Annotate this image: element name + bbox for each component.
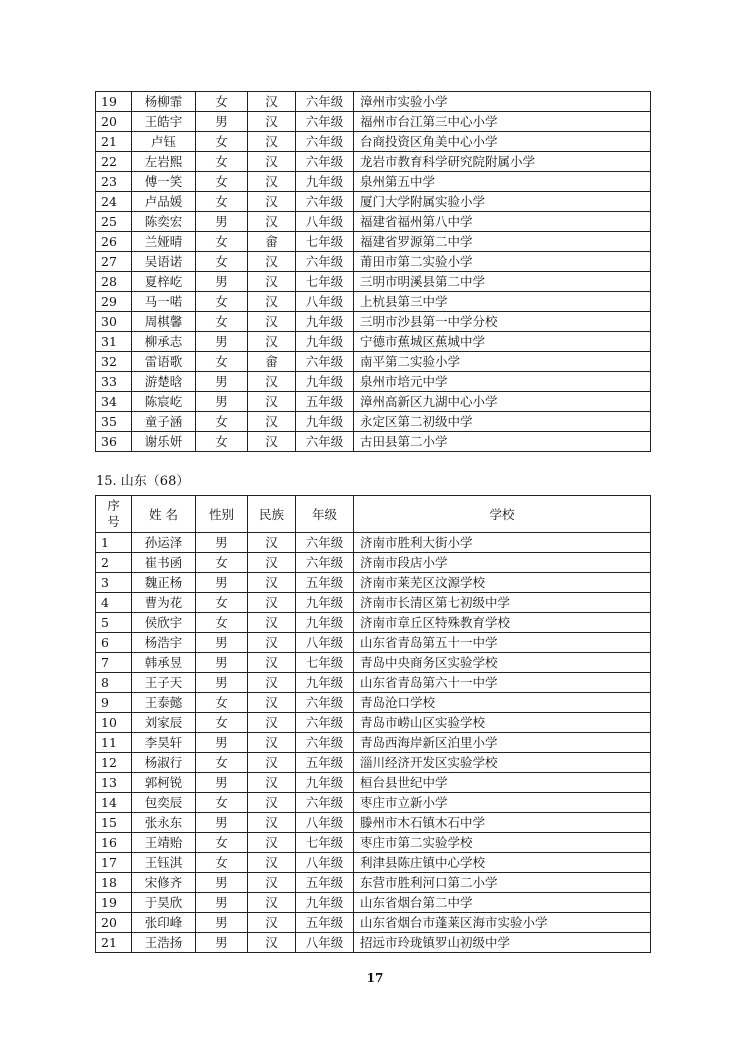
- cell-gender: 女: [196, 252, 248, 272]
- cell-number: 2: [96, 553, 132, 573]
- cell-name: 王浩扬: [132, 933, 196, 953]
- cell-school: 济南市章丘区特殊教育学校: [354, 613, 651, 633]
- table-row: [96, 613, 651, 633]
- cell-gender: 女: [196, 593, 248, 613]
- cell-grade: 九年级: [296, 412, 354, 432]
- cell-name: 杨浩宇: [132, 633, 196, 653]
- cell-name: 卢钰: [132, 132, 196, 152]
- table-row: [96, 773, 651, 793]
- cell-grade: 八年级: [296, 633, 354, 653]
- table-row: [96, 432, 651, 452]
- cell-ethnicity: 汉: [248, 533, 296, 553]
- cell-gender: 男: [196, 573, 248, 593]
- cell-gender: 女: [196, 232, 248, 252]
- table-row: [96, 673, 651, 693]
- table-row: [96, 813, 651, 833]
- cell-gender: 女: [196, 713, 248, 733]
- table-row: [96, 733, 651, 753]
- cell-name: 包奕辰: [132, 793, 196, 813]
- cell-number: 21: [96, 132, 132, 152]
- cell-name: 兰娅晴: [132, 232, 196, 252]
- cell-grade: 八年级: [296, 853, 354, 873]
- header-school: 学校: [354, 496, 651, 533]
- cell-name: 周棋馨: [132, 312, 196, 332]
- cell-ethnicity: 汉: [248, 92, 296, 112]
- table-row: [96, 92, 651, 112]
- cell-number: 31: [96, 332, 132, 352]
- cell-ethnicity: 汉: [248, 332, 296, 352]
- cell-name: 王靖贻: [132, 833, 196, 853]
- table-row: [96, 392, 651, 412]
- table-row: [96, 412, 651, 432]
- cell-number: 36: [96, 432, 132, 452]
- cell-school: 济南市段店小学: [354, 553, 651, 573]
- table-row: [96, 573, 651, 593]
- cell-number: 4: [96, 593, 132, 613]
- table-row: [96, 232, 651, 252]
- cell-gender: 男: [196, 913, 248, 933]
- cell-name: 左岩熙: [132, 152, 196, 172]
- cell-grade: 六年级: [296, 252, 354, 272]
- cell-gender: 男: [196, 653, 248, 673]
- cell-gender: 男: [196, 633, 248, 653]
- cell-grade: 六年级: [296, 713, 354, 733]
- cell-grade: 九年级: [296, 312, 354, 332]
- cell-number: 3: [96, 573, 132, 593]
- cell-school: 济南市胜利大街小学: [354, 533, 651, 553]
- cell-ethnicity: 汉: [248, 893, 296, 913]
- table-row: [96, 593, 651, 613]
- cell-gender: 男: [196, 372, 248, 392]
- cell-ethnicity: 汉: [248, 252, 296, 272]
- cell-gender: 女: [196, 793, 248, 813]
- cell-gender: 女: [196, 92, 248, 112]
- cell-number: 9: [96, 693, 132, 713]
- cell-name: 吴语诺: [132, 252, 196, 272]
- cell-ethnicity: 汉: [248, 292, 296, 312]
- cell-number: 22: [96, 152, 132, 172]
- cell-grade: 五年级: [296, 392, 354, 412]
- cell-ethnicity: 汉: [248, 813, 296, 833]
- cell-gender: 女: [196, 132, 248, 152]
- cell-ethnicity: 汉: [248, 773, 296, 793]
- cell-gender: 男: [196, 933, 248, 953]
- cell-gender: 女: [196, 152, 248, 172]
- cell-ethnicity: 汉: [248, 853, 296, 873]
- cell-number: 20: [96, 913, 132, 933]
- cell-gender: 女: [196, 613, 248, 633]
- table-row: [96, 533, 651, 553]
- cell-number: 28: [96, 272, 132, 292]
- cell-number: 23: [96, 172, 132, 192]
- table-body: [96, 533, 651, 953]
- cell-name: 李昊轩: [132, 733, 196, 753]
- student-table-shandong: [95, 495, 651, 953]
- cell-name: 陈宸屹: [132, 392, 196, 412]
- cell-number: 20: [96, 112, 132, 132]
- student-table-fujian-continued: [95, 91, 651, 452]
- header-name: 姓 名: [132, 496, 196, 533]
- cell-ethnicity: 汉: [248, 633, 296, 653]
- cell-ethnicity: 汉: [248, 112, 296, 132]
- cell-number: 34: [96, 392, 132, 412]
- table-row: [96, 753, 651, 773]
- cell-grade: 五年级: [296, 913, 354, 933]
- cell-gender: 男: [196, 533, 248, 553]
- cell-grade: 六年级: [296, 693, 354, 713]
- table-row: [96, 693, 651, 713]
- cell-name: 马一喏: [132, 292, 196, 312]
- cell-ethnicity: 汉: [248, 392, 296, 412]
- cell-gender: 男: [196, 112, 248, 132]
- table-row: [96, 793, 651, 813]
- cell-school: 漳州市实验小学: [354, 92, 651, 112]
- cell-ethnicity: 汉: [248, 793, 296, 813]
- header-number-label: 序 号: [107, 498, 120, 529]
- cell-school: 永定区第二初级中学: [354, 412, 651, 432]
- cell-name: 魏正杨: [132, 573, 196, 593]
- cell-grade: 九年级: [296, 372, 354, 392]
- table-row: [96, 933, 651, 953]
- header-row: [96, 496, 651, 533]
- cell-number: 24: [96, 192, 132, 212]
- cell-name: 张永东: [132, 813, 196, 833]
- header-gender: 性别: [196, 496, 248, 533]
- cell-ethnicity: 汉: [248, 432, 296, 452]
- cell-school: 南平第二实验小学: [354, 352, 651, 372]
- cell-school: 山东省烟台市蓬莱区海市实验小学: [354, 913, 651, 933]
- cell-number: 7: [96, 653, 132, 673]
- cell-grade: 六年级: [296, 733, 354, 753]
- cell-ethnicity: 汉: [248, 372, 296, 392]
- cell-grade: 六年级: [296, 533, 354, 553]
- cell-school: 山东省青岛第六十一中学: [354, 673, 651, 693]
- cell-school: 福建省罗源第二中学: [354, 232, 651, 252]
- cell-grade: 五年级: [296, 753, 354, 773]
- cell-ethnicity: 汉: [248, 873, 296, 893]
- cell-name: 卢品媛: [132, 192, 196, 212]
- cell-grade: 九年级: [296, 673, 354, 693]
- cell-number: 1: [96, 533, 132, 553]
- header-ethnicity: 民族: [248, 496, 296, 533]
- cell-number: 25: [96, 212, 132, 232]
- cell-name: 侯欣宇: [132, 613, 196, 633]
- cell-grade: 九年级: [296, 332, 354, 352]
- table-row: [96, 292, 651, 312]
- cell-ethnicity: 汉: [248, 933, 296, 953]
- cell-number: 8: [96, 673, 132, 693]
- cell-ethnicity: 汉: [248, 573, 296, 593]
- cell-school: 青岛西海岸新区泊里小学: [354, 733, 651, 753]
- cell-ethnicity: 汉: [248, 673, 296, 693]
- cell-gender: 男: [196, 332, 248, 352]
- cell-gender: 女: [196, 412, 248, 432]
- cell-ethnicity: 汉: [248, 753, 296, 773]
- cell-name: 童子涵: [132, 412, 196, 432]
- cell-number: 15: [96, 813, 132, 833]
- cell-ethnicity: 畲: [248, 232, 296, 252]
- section-title: 15. 山东（68）: [96, 474, 190, 489]
- cell-gender: 男: [196, 212, 248, 232]
- cell-school: 福州市台江第三中心小学: [354, 112, 651, 132]
- table-row: [96, 312, 651, 332]
- cell-ethnicity: 汉: [248, 212, 296, 232]
- cell-grade: 七年级: [296, 232, 354, 252]
- cell-school: 桓台县世纪中学: [354, 773, 651, 793]
- cell-school: 古田县第二小学: [354, 432, 651, 452]
- cell-ethnicity: 汉: [248, 312, 296, 332]
- cell-name: 陈奕宏: [132, 212, 196, 232]
- cell-ethnicity: 汉: [248, 733, 296, 753]
- cell-grade: 六年级: [296, 432, 354, 452]
- cell-name: 王泰懿: [132, 693, 196, 713]
- cell-gender: 男: [196, 733, 248, 753]
- page-number: 17: [366, 971, 384, 985]
- cell-name: 王皓宇: [132, 112, 196, 132]
- table-body: [96, 92, 651, 452]
- cell-gender: 男: [196, 773, 248, 793]
- cell-gender: 男: [196, 893, 248, 913]
- cell-gender: 男: [196, 813, 248, 833]
- table-row: [96, 332, 651, 352]
- cell-number: 33: [96, 372, 132, 392]
- cell-gender: 男: [196, 873, 248, 893]
- cell-grade: 七年级: [296, 653, 354, 673]
- cell-ethnicity: 汉: [248, 172, 296, 192]
- cell-number: 16: [96, 833, 132, 853]
- cell-school: 招远市玲珑镇罗山初级中学: [354, 933, 651, 953]
- cell-school: 淄川经济开发区实验学校: [354, 753, 651, 773]
- cell-name: 雷语歌: [132, 352, 196, 372]
- cell-school: 厦门大学附属实验小学: [354, 192, 651, 212]
- cell-ethnicity: 汉: [248, 553, 296, 573]
- table-row: [96, 372, 651, 392]
- cell-grade: 九年级: [296, 773, 354, 793]
- cell-name: 郭柯锐: [132, 773, 196, 793]
- table-row: [96, 172, 651, 192]
- cell-grade: 八年级: [296, 292, 354, 312]
- cell-gender: 女: [196, 432, 248, 452]
- cell-school: 漳州高新区九湖中心小学: [354, 392, 651, 412]
- cell-ethnicity: 汉: [248, 192, 296, 212]
- cell-grade: 八年级: [296, 933, 354, 953]
- cell-school: 利津县陈庄镇中心学校: [354, 853, 651, 873]
- cell-gender: 女: [196, 172, 248, 192]
- cell-number: 13: [96, 773, 132, 793]
- cell-ethnicity: 汉: [248, 593, 296, 613]
- cell-school: 青岛中央商务区实验学校: [354, 653, 651, 673]
- cell-grade: 六年级: [296, 112, 354, 132]
- cell-name: 王钰淇: [132, 853, 196, 873]
- table-row: [96, 553, 651, 573]
- cell-name: 谢乐妍: [132, 432, 196, 452]
- cell-ethnicity: 汉: [248, 272, 296, 292]
- table-row: [96, 713, 651, 733]
- cell-school: 东营市胜利河口第二小学: [354, 873, 651, 893]
- cell-name: 崔书函: [132, 553, 196, 573]
- cell-gender: 男: [196, 392, 248, 412]
- cell-grade: 六年级: [296, 553, 354, 573]
- cell-name: 刘家辰: [132, 713, 196, 733]
- cell-number: 21: [96, 933, 132, 953]
- cell-school: 泉州市培元中学: [354, 372, 651, 392]
- cell-number: 35: [96, 412, 132, 432]
- cell-school: 青岛市崂山区实验学校: [354, 713, 651, 733]
- cell-school: 福建省福州第八中学: [354, 212, 651, 232]
- cell-gender: 女: [196, 833, 248, 853]
- table-row: [96, 633, 651, 653]
- cell-ethnicity: 汉: [248, 613, 296, 633]
- cell-ethnicity: 畲: [248, 352, 296, 372]
- cell-number: 12: [96, 753, 132, 773]
- cell-grade: 六年级: [296, 352, 354, 372]
- cell-number: 18: [96, 873, 132, 893]
- cell-grade: 六年级: [296, 92, 354, 112]
- cell-gender: 女: [196, 192, 248, 212]
- cell-school: 枣庄市第二实验学校: [354, 833, 651, 853]
- cell-school: 三明市沙县第一中学分校: [354, 312, 651, 332]
- cell-name: 杨淑行: [132, 753, 196, 773]
- table-row: [96, 913, 651, 933]
- table-row: [96, 893, 651, 913]
- cell-number: 19: [96, 893, 132, 913]
- table-row: [96, 653, 651, 673]
- table-row: [96, 152, 651, 172]
- cell-school: 青岛沧口学校: [354, 693, 651, 713]
- header-grade: 年级: [296, 496, 354, 533]
- cell-ethnicity: 汉: [248, 713, 296, 733]
- cell-number: 14: [96, 793, 132, 813]
- cell-name: 王子天: [132, 673, 196, 693]
- cell-school: 济南市莱芜区汶源学校: [354, 573, 651, 593]
- cell-ethnicity: 汉: [248, 653, 296, 673]
- cell-ethnicity: 汉: [248, 132, 296, 152]
- cell-school: 山东省烟台第二中学: [354, 893, 651, 913]
- cell-grade: 八年级: [296, 813, 354, 833]
- cell-grade: 九年级: [296, 593, 354, 613]
- cell-ethnicity: 汉: [248, 833, 296, 853]
- cell-grade: 九年级: [296, 893, 354, 913]
- cell-grade: 六年级: [296, 192, 354, 212]
- cell-gender: 女: [196, 853, 248, 873]
- cell-school: 龙岩市教育科学研究院附属小学: [354, 152, 651, 172]
- cell-gender: 女: [196, 553, 248, 573]
- table-row: [96, 853, 651, 873]
- cell-number: 32: [96, 352, 132, 372]
- cell-name: 孙运泽: [132, 533, 196, 553]
- cell-number: 10: [96, 713, 132, 733]
- cell-ethnicity: 汉: [248, 412, 296, 432]
- cell-school: 上杭县第三中学: [354, 292, 651, 312]
- cell-gender: 男: [196, 272, 248, 292]
- cell-gender: 女: [196, 312, 248, 332]
- cell-grade: 九年级: [296, 613, 354, 633]
- cell-number: 30: [96, 312, 132, 332]
- table-row: [96, 132, 651, 152]
- cell-name: 游楚晗: [132, 372, 196, 392]
- cell-school: 台商投资区角美中心小学: [354, 132, 651, 152]
- cell-number: 19: [96, 92, 132, 112]
- cell-school: 宁德市蕉城区蕉城中学: [354, 332, 651, 352]
- cell-name: 宋修齐: [132, 873, 196, 893]
- cell-number: 17: [96, 853, 132, 873]
- table-row: [96, 833, 651, 853]
- cell-grade: 五年级: [296, 873, 354, 893]
- cell-name: 柳承志: [132, 332, 196, 352]
- cell-school: 枣庄市立新小学: [354, 793, 651, 813]
- cell-school: 泉州第五中学: [354, 172, 651, 192]
- cell-gender: 女: [196, 292, 248, 312]
- table-row: [96, 192, 651, 212]
- cell-gender: 女: [196, 352, 248, 372]
- cell-grade: 六年级: [296, 132, 354, 152]
- cell-grade: 七年级: [296, 833, 354, 853]
- cell-number: 5: [96, 613, 132, 633]
- cell-gender: 男: [196, 673, 248, 693]
- cell-school: 山东省青岛第五十一中学: [354, 633, 651, 653]
- table-row: [96, 212, 651, 232]
- table-row: [96, 352, 651, 372]
- cell-name: 杨柳霏: [132, 92, 196, 112]
- cell-name: 夏梓屹: [132, 272, 196, 292]
- cell-grade: 六年级: [296, 793, 354, 813]
- cell-name: 韩承昱: [132, 653, 196, 673]
- table-row: [96, 873, 651, 893]
- cell-grade: 八年级: [296, 212, 354, 232]
- cell-grade: 九年级: [296, 172, 354, 192]
- table-row: [96, 252, 651, 272]
- cell-grade: 六年级: [296, 152, 354, 172]
- cell-name: 曹为花: [132, 593, 196, 613]
- cell-name: 傅一笑: [132, 172, 196, 192]
- cell-number: 27: [96, 252, 132, 272]
- cell-number: 29: [96, 292, 132, 312]
- cell-number: 26: [96, 232, 132, 252]
- cell-school: 滕州市木石镇木石中学: [354, 813, 651, 833]
- cell-school: 三明市明溪县第二中学: [354, 272, 651, 292]
- cell-gender: 女: [196, 753, 248, 773]
- cell-number: 6: [96, 633, 132, 653]
- cell-name: 张印峰: [132, 913, 196, 933]
- cell-ethnicity: 汉: [248, 152, 296, 172]
- cell-gender: 女: [196, 693, 248, 713]
- cell-ethnicity: 汉: [248, 913, 296, 933]
- cell-name: 于昊欣: [132, 893, 196, 913]
- cell-grade: 七年级: [296, 272, 354, 292]
- header-number: [96, 496, 132, 533]
- cell-ethnicity: 汉: [248, 693, 296, 713]
- table-row: [96, 272, 651, 292]
- cell-number: 11: [96, 733, 132, 753]
- cell-school: 济南市长清区第七初级中学: [354, 593, 651, 613]
- cell-school: 莆田市第二实验小学: [354, 252, 651, 272]
- table-row: [96, 112, 651, 132]
- cell-grade: 五年级: [296, 573, 354, 593]
